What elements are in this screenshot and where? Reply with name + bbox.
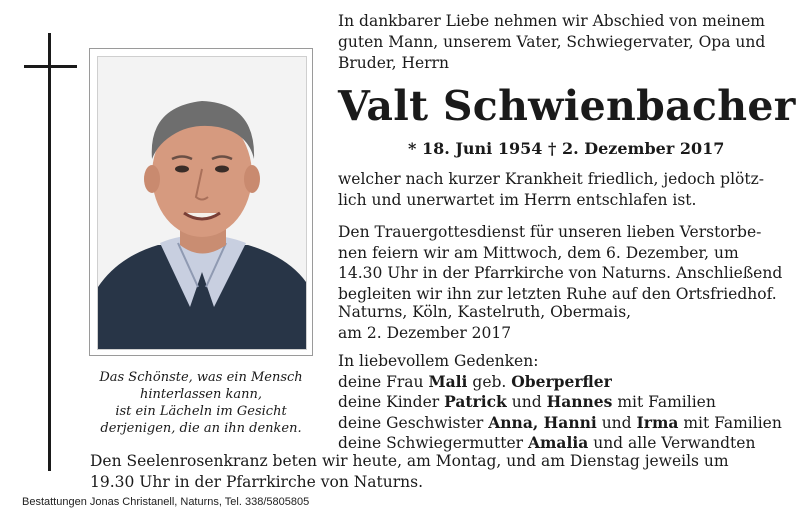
rosary-text bbox=[90, 451, 780, 492]
intro-line: In dankbarer Liebe nehmen wir Abschied von meinem bbox=[338, 12, 765, 30]
intro-line: guten Mann, unserem Vater, Schwiegervater, Opa und bbox=[338, 33, 766, 51]
rosary-line: Den Seelenrosenkranz beten wir heute, am Montag, und am Dienstag jeweils um bbox=[90, 452, 729, 470]
memory-heading: In liebevollem Gedenken: bbox=[338, 352, 539, 370]
portrait-illustration bbox=[98, 57, 306, 349]
portrait-photo-frame bbox=[89, 48, 313, 356]
places-and-date bbox=[338, 302, 778, 343]
portrait-photo bbox=[97, 56, 307, 350]
mourner-wife: deine Frau Mali geb. Oberperfler bbox=[338, 371, 612, 391]
deceased-name: Valt Schwienbacher bbox=[338, 82, 796, 130]
mass-line: 14.30 Uhr in der Pfarrkirche von Naturns. Anschließend bbox=[338, 264, 783, 282]
rosary-line: 19.30 Uhr in der Pfarrkirche von Naturns. bbox=[90, 472, 424, 491]
quote-line: hinterlassen kann, bbox=[140, 387, 262, 402]
mourner-mother-in-law: deine Schwiegermutter Amalia und alle Verwandten bbox=[338, 433, 756, 452]
quote-line: Das Schönste, was ein Mensch bbox=[99, 370, 303, 385]
death-line: lich und unerwartet im Herrn entschlafen ist. bbox=[338, 190, 697, 209]
intro-line: Bruder, Herrn bbox=[338, 54, 449, 72]
death-line: welcher nach kurzer Krankheit friedlich, jedoch plötz- bbox=[338, 170, 765, 188]
quote-line: ist ein Lächeln im Gesicht bbox=[115, 404, 287, 419]
death-description bbox=[338, 169, 778, 210]
cross-icon-vertical bbox=[48, 33, 51, 471]
mass-line: Den Trauergottesdienst für unseren lieben Verstorbe- bbox=[338, 223, 762, 241]
funeral-mass-text bbox=[338, 222, 783, 304]
memorial-quote bbox=[88, 369, 314, 437]
undertaker-contact: Bestattungen Jonas Christanell, Naturns, Tel. 338/5805805 bbox=[22, 496, 310, 508]
places-line: Naturns, Köln, Kastelruth, Obermais, bbox=[338, 303, 632, 321]
death-date: † 2. Dezember 2017 bbox=[548, 139, 725, 158]
mass-line: begleiten wir ihn zur letzten Ruhe auf den Ortsfriedhof. bbox=[338, 284, 777, 303]
intro-text bbox=[338, 11, 778, 74]
mourner-children: deine Kinder Patrick und Hannes mit Familien bbox=[338, 392, 716, 411]
mass-line: nen feiern wir am Mittwoch, dem 6. Dezember, um bbox=[338, 243, 739, 262]
cross-icon-horizontal bbox=[24, 65, 77, 68]
mourner-siblings: deine Geschwister Anna, Hanni und Irma mit Familien bbox=[338, 412, 782, 432]
quote-line: derjenigen, die an ihn denken. bbox=[100, 421, 302, 436]
mourners-list bbox=[338, 351, 788, 454]
birth-date: * 18. Juni 1954 bbox=[408, 139, 543, 158]
date-line: am 2. Dezember 2017 bbox=[338, 323, 512, 342]
